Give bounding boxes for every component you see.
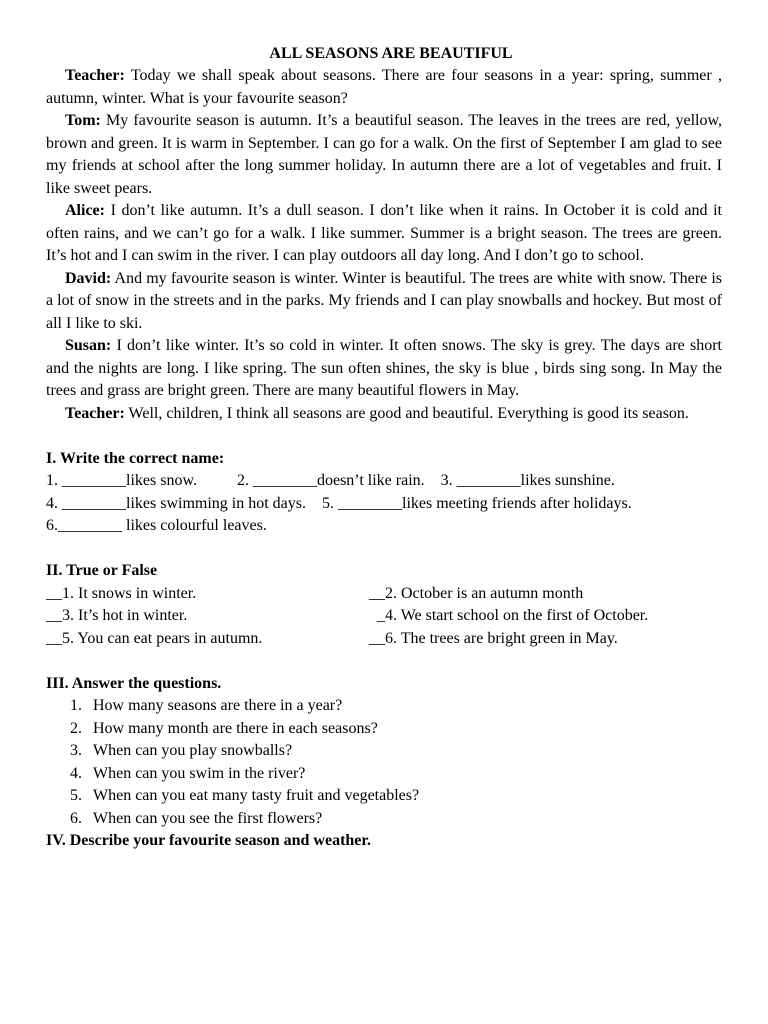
- speaker-name: Alice:: [65, 202, 105, 219]
- dialogue-paragraph: [46, 335, 722, 403]
- true-false-item: __6. The trees are bright green in May.: [369, 629, 618, 647]
- true-false-row: [46, 583, 722, 606]
- true-false-item: __2. October is an autumn month: [369, 584, 584, 602]
- speech-text: Today we shall speak about seasons. There are four seasons in a year: spring, summer , autumn, winter. What is your favourite season?: [46, 67, 722, 107]
- dialogue-paragraph: [46, 65, 722, 110]
- question-text: When can you eat many tasty fruit and vegetables?: [93, 787, 420, 804]
- true-false-row: [46, 605, 722, 628]
- section-title: II. True or False: [46, 562, 158, 579]
- dialogue: [46, 65, 722, 425]
- section-title: I. Write the correct name:: [46, 449, 225, 467]
- spacer: [46, 538, 722, 561]
- fill-in-line: 6.________ likes colourful leaves.: [46, 517, 267, 534]
- true-false-item: _4. We start school on the first of October.: [369, 607, 649, 624]
- dialogue-paragraph: [46, 200, 722, 268]
- question-item: [46, 695, 722, 718]
- section-write-names: [46, 448, 722, 538]
- question-text: How many month are there in each seasons?: [93, 719, 378, 737]
- question-text: When can you swim in the river?: [93, 764, 306, 782]
- speaker-name: Teacher:: [65, 404, 125, 422]
- speaker-name: Teacher:: [65, 67, 125, 84]
- true-false-row: [46, 628, 722, 651]
- question-number: 5.: [70, 787, 82, 804]
- question-number: 6.: [70, 809, 82, 827]
- question-item: [46, 718, 722, 741]
- fill-in-line: 4. ________likes swimming in hot days. 5. ________likes meeting friends after holidays.: [46, 494, 632, 512]
- question-number: 2.: [70, 719, 82, 737]
- speech-text: My favourite season is autumn. It’s a beautiful season. The leaves in the trees are red, yellow, brown and green. It is warm in September. I can go for a walk. On the first of September I am glad to see my friends at school after the long summer holiday. In autumn there are a lot of vegetables and fruit. I like sweet pears.: [46, 112, 722, 197]
- speaker-name: Tom:: [65, 112, 101, 129]
- question-item: [46, 740, 722, 763]
- question-item: [46, 808, 722, 831]
- section-answer-questions: [46, 673, 722, 831]
- spacer: [46, 425, 722, 448]
- true-false-item: __3. It’s hot in winter.: [46, 607, 188, 624]
- section-describe: [46, 830, 722, 853]
- question-number: 1.: [70, 697, 82, 714]
- speech-text: And my favourite season is winter. Winter is beautiful. The trees are white with snow. There is a lot of snow in the streets and in the parks. My friends and I can play snowballs and hockey. But most of all I like to ski.: [46, 269, 722, 332]
- worksheet-page: [46, 43, 722, 853]
- worksheet-title: ALL SEASONS ARE BEAUTIFUL: [269, 45, 513, 62]
- section-true-false: [46, 560, 722, 650]
- true-false-item: __1. It snows in winter.: [46, 584, 197, 602]
- speaker-name: Susan:: [65, 337, 112, 354]
- spacer: [46, 650, 722, 673]
- speech-text: Well, children, I think all seasons are good and beautiful. Everything is good its season.: [124, 404, 689, 422]
- section-title: IV. Describe your favourite season and weather.: [46, 832, 372, 849]
- question-text: When can you see the first flowers?: [93, 809, 323, 827]
- speaker-name: David:: [65, 269, 112, 287]
- question-list: [46, 695, 722, 830]
- question-number: 3.: [70, 742, 82, 759]
- true-false-item: __5. You can eat pears in autumn.: [46, 629, 263, 647]
- speech-text: I don’t like autumn. It’s a dull season. I don’t like when it rains. In October it is cold and it often rains, and we can’t go for a walk. I like summer. Summer is a bright season. The trees are green. It’s hot and I can swim in the river. I can play outdoors all day long. And I don’t go to school.: [46, 202, 722, 264]
- dialogue-paragraph: [46, 268, 722, 336]
- speech-text: I don’t like winter. It’s so cold in winter. It often snows. The sky is grey. The days are short and the nights are long. I like spring. The sun often shines, the sky is blue , birds sing song. In May the trees and grass are bright green. There are many beautiful flowers in May.: [46, 337, 722, 399]
- section-title: III. Answer the questions.: [46, 674, 222, 692]
- question-text: How many seasons are there in a year?: [93, 697, 343, 714]
- dialogue-paragraph: [46, 110, 722, 200]
- question-item: [46, 763, 722, 786]
- question-item: [46, 785, 722, 808]
- fill-in-line: 1. ________likes snow. 2. ________doesn’t like rain. 3. ________likes sunshine.: [46, 472, 615, 489]
- question-number: 4.: [70, 764, 82, 782]
- question-text: When can you play snowballs?: [93, 742, 293, 759]
- dialogue-paragraph: [46, 403, 722, 426]
